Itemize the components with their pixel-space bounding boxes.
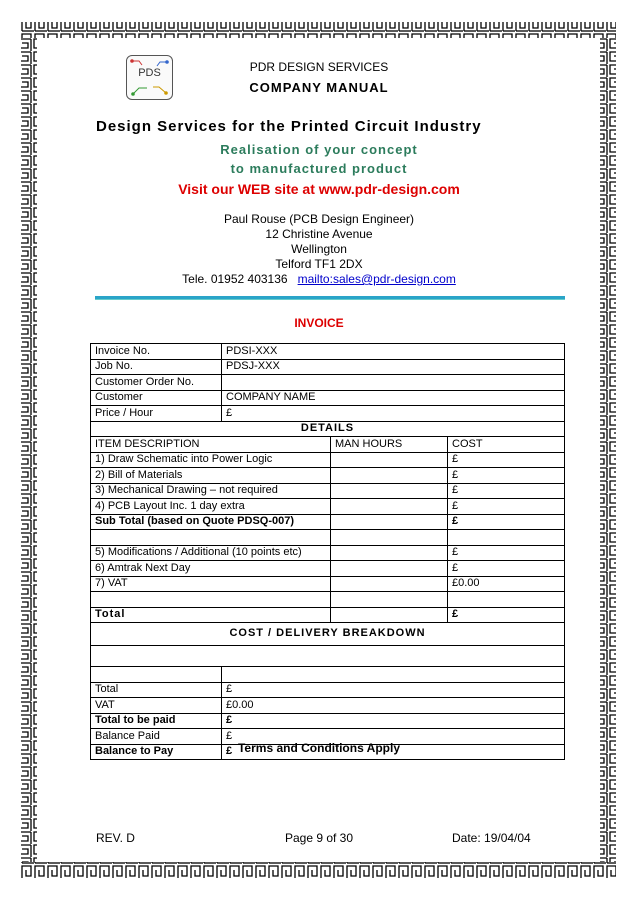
subtotal-cost: £ [448,514,565,530]
table-row [91,452,565,468]
item-hours [331,561,448,577]
blank-row [91,530,565,546]
address-street: 12 Christine Avenue [265,227,373,241]
footer-date: Date: 19/04/04 [452,831,531,845]
column-header: ITEM DESCRIPTION [91,437,331,453]
terms-text: Terms and Conditions Apply [237,741,400,755]
email-link[interactable]: mailto:sales@pdr-design.com [297,272,456,286]
invoice-heading: INVOICE [294,316,344,330]
footer-page-number: Page 9 of 30 [284,831,354,845]
item-hours [331,452,448,468]
item-hours [331,468,448,484]
telephone: Tele. 01952 403136 [182,272,288,286]
breakdown-label: VAT [91,698,222,714]
table-row [91,468,565,484]
total-label: Total [91,607,331,623]
info-label: Job No. [91,359,222,375]
item-description: 7) VAT [91,576,331,592]
table-row [91,359,565,375]
info-label: Price / Hour [91,406,222,422]
table-row [91,375,565,391]
table-row [91,682,565,698]
item-cost: £ [448,452,565,468]
company-name: PDR DESIGN SERVICES [249,60,389,74]
total-hours [331,607,448,623]
item-description: 3) Mechanical Drawing – not required [91,483,331,499]
item-cost: £ [448,483,565,499]
info-value: COMPANY NAME [222,390,565,406]
info-value: £ [222,406,565,422]
subtotal-label: Sub Total (based on Quote PDSQ-007) [91,514,331,530]
breakdown-value: £ [222,713,565,729]
item-description: 2) Bill of Materials [91,468,331,484]
info-label: Customer [91,390,222,406]
breakdown-value: £0.00 [222,698,565,714]
item-description: 5) Modifications / Additional (10 points etc) [91,545,331,561]
item-cost: £ [448,468,565,484]
invoice-table [90,343,565,760]
table-row [91,576,565,592]
item-hours [331,576,448,592]
table-row [91,698,565,714]
table-row [91,390,565,406]
item-description: 6) Amtrak Next Day [91,561,331,577]
subtotal-hours [331,514,448,530]
footer-revision: REV. D [96,831,135,845]
website-line: Visit our WEB site at www.pdr-design.com [178,181,460,197]
section-heading-row [91,421,565,437]
info-value: PDSJ-XXX [222,359,565,375]
breakdown-value: £ [222,682,565,698]
address-town: Wellington [291,242,347,256]
info-label: Invoice No. [91,344,222,360]
item-description: 1) Draw Schematic into Power Logic [91,452,331,468]
total-cost: £ [448,607,565,623]
total-row [91,607,565,623]
item-hours [331,499,448,515]
divider-rule [95,296,565,300]
item-hours [331,483,448,499]
blank-row [91,592,565,608]
info-value: PDSI-XXX [222,344,565,360]
info-value [222,375,565,391]
manual-title: COMPANY MANUAL [249,80,389,95]
subtitle-line-2: to manufactured product [230,161,408,176]
table-row [91,406,565,422]
breakdown-label: Balance to Pay [91,744,222,760]
item-cost: £0.00 [448,576,565,592]
table-row [91,545,565,561]
table-row [91,483,565,499]
item-description: 4) PCB Layout Inc. 1 day extra [91,499,331,515]
column-header-row [91,437,565,453]
column-header: MAN HOURS [331,437,448,453]
address-name: Paul Rouse (PCB Design Engineer) [223,212,415,226]
table-row [91,561,565,577]
subtitle-line-1: Realisation of your concept [220,142,418,157]
blank-row [91,646,565,667]
address-city: Telford TF1 2DX [275,257,363,271]
item-hours [331,545,448,561]
breakdown-label: Total to be paid [91,713,222,729]
details-heading: DETAILS [91,421,565,437]
item-cost: £ [448,499,565,515]
table-row [91,499,565,515]
section-heading-row [91,623,565,646]
document-title: Design Services for the Printed Circuit Industry [96,118,482,135]
info-label: Customer Order No. [91,375,222,391]
blank-row [91,667,565,683]
breakdown-label: Total [91,682,222,698]
breakdown-heading: COST / DELIVERY BREAKDOWN [91,623,565,646]
breakdown-value: £ [222,729,565,745]
breakdown-label: Balance Paid [91,729,222,745]
breakdown-value: £ [222,744,565,760]
subtotal-row [91,514,565,530]
table-row [91,344,565,360]
item-cost: £ [448,545,565,561]
contact-line [0,272,638,286]
logo-text: PDS [138,67,161,79]
table-row [91,713,565,729]
column-header: COST [448,437,565,453]
item-cost: £ [448,561,565,577]
